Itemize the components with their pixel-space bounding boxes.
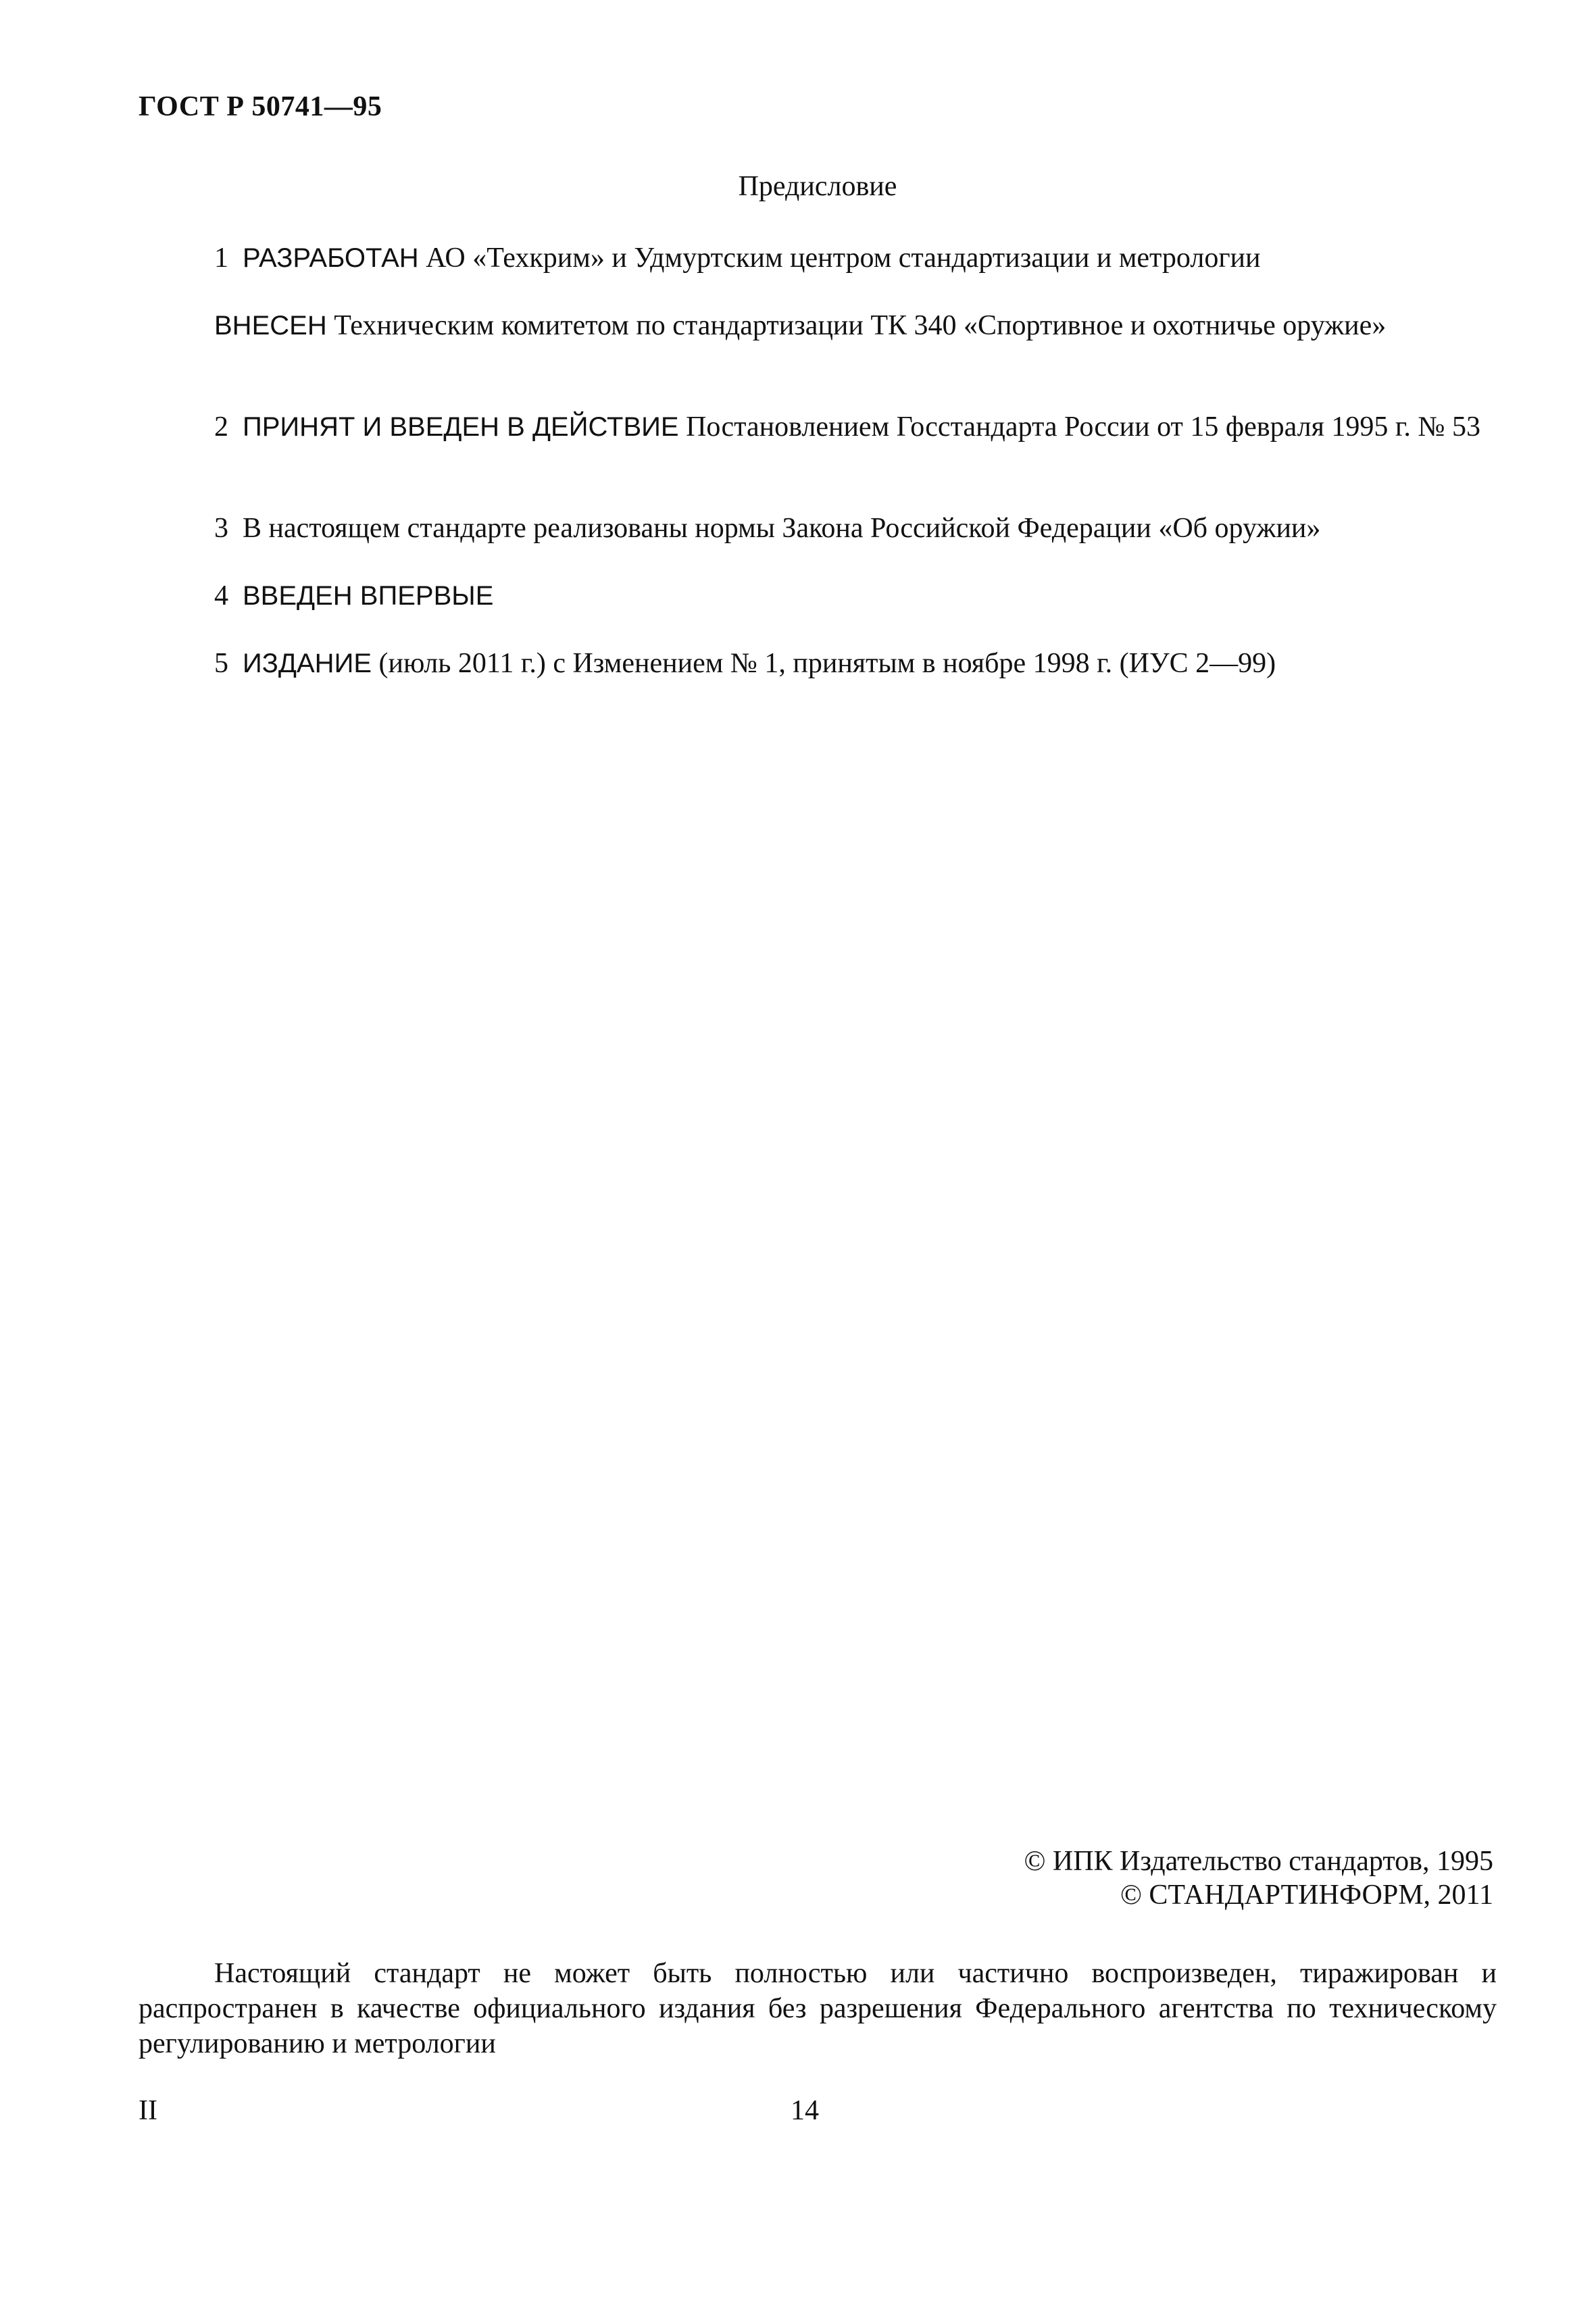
copyright-block xyxy=(1024,1844,1493,1912)
preface-item-2 xyxy=(139,409,1497,445)
item-number: 4 xyxy=(214,580,228,611)
item-caps: ПРИНЯТ И ВВЕДЕН В ДЕЙСТВИЕ xyxy=(243,412,679,442)
preface-item-1 xyxy=(139,241,1497,276)
preface-item-5 xyxy=(139,646,1497,681)
item-caps: ИЗДАНИЕ xyxy=(243,649,372,678)
preface-item-introduced xyxy=(139,308,1497,343)
preface-item-4 xyxy=(139,578,1497,613)
item-text: АО «Техкрим» и Удмуртским центром стандартизации и метрологии xyxy=(418,243,1261,274)
item-number: 3 xyxy=(214,513,228,544)
item-text: Постановлением Госстандарта России от 15 февраля 1995 г. № 53 xyxy=(678,411,1480,443)
item-text: В настоящем стандарте реализованы нормы Закона Российской Федерации «Об оружии» xyxy=(243,513,1321,544)
document-code: ГОСТ Р 50741—95 xyxy=(139,91,382,122)
copyright-line-1: © ИПК Издательство стандартов, 1995 xyxy=(1024,1846,1493,1877)
reproduction-notice: Настоящий стандарт не может быть полностью или частично воспроизведен, тиражирован и распространен в качестве официального издания без разрешения Федерального агентства по техническому регулированию и метрологии xyxy=(139,1958,1497,2059)
item-text: Техническим комитетом по стандартизации ТК 340 «Спортивное и охотничье оружие» xyxy=(326,310,1387,341)
page-number: 14 xyxy=(791,2095,819,2126)
item-number: 5 xyxy=(214,648,228,679)
item-caps: ВНЕСЕН xyxy=(214,311,327,341)
item-caps: ВВЕДЕН ВПЕРВЫЕ xyxy=(243,581,494,611)
page-roman-numeral: II xyxy=(139,2095,157,2126)
copyright-line-2: © СТАНДАРТИНФОРМ, 2011 xyxy=(1120,1880,1493,1911)
item-number: 2 xyxy=(214,411,228,443)
item-text: (июль 2011 г.) с Изменением № 1, принятым в ноябре 1998 г. (ИУС 2—99) xyxy=(372,648,1276,679)
item-number: 1 xyxy=(214,243,228,274)
item-caps: РАЗРАБОТАН xyxy=(243,243,419,273)
preface-item-3 xyxy=(139,511,1497,546)
preface-title: Предисловие xyxy=(738,171,897,202)
